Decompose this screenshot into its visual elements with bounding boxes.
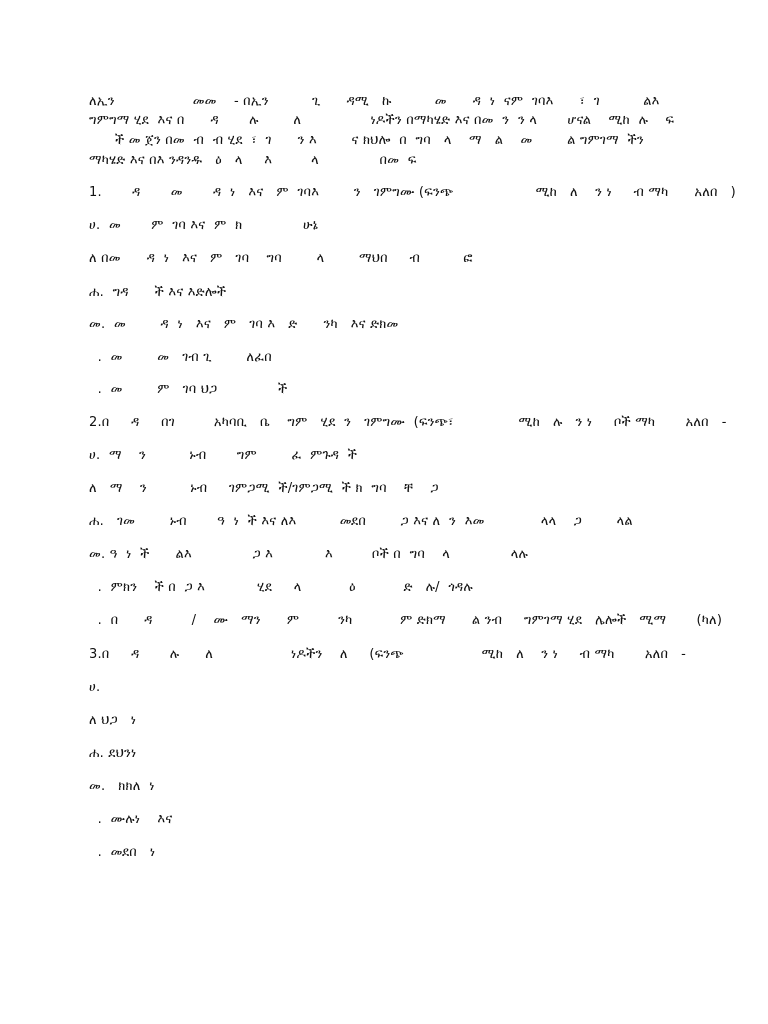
intro-line: ግምግማ ሂደ እና በ ዳ ሉ ለ ነዶችን በማካሄድ እና በመ ን ን ላ ሆናል ሚከ ሉ ፍ bbox=[89, 113, 675, 128]
list-item: . ምክን ች በ ጋ እ ሂደ ላ ዕ ድ ሉ/ ጎዳሉ bbox=[89, 580, 473, 595]
list-item: ሀ. መ ም ገባ እና ም ክ ሁኔ bbox=[89, 218, 319, 233]
section-heading: 3.በ ዳ ሉ ለ ነዶችን ለ (ፍንጭ ሚከ ለ ን ነ ብ ማካ አለበ - bbox=[89, 647, 686, 662]
list-item: . መ መ ገብ ጊ ለፈበ bbox=[89, 350, 272, 365]
list-item: መ. ዓ ነ ች ልእ ጋ እ እ ቦች በ ግባ ላ ላሉ bbox=[89, 547, 528, 562]
list-item: ሀ. ማ ን ኑብ ግም ፈ ምጉዳ ች bbox=[89, 448, 358, 463]
intro-line: ማካሄድ እና በእ ንዳንዱ ዕ ላ እ ላ በመ ፍ bbox=[89, 153, 417, 168]
list-item: . ሙሉነ እና bbox=[89, 812, 173, 827]
list-item: ሐ. ግዳ ች እና እድሎች bbox=[89, 285, 227, 300]
list-item: ለ በመ ዳ ነ እና ም ገባ ግባ ላ ማህበ ብ ፎ bbox=[89, 251, 473, 266]
intro-line: ለኢን መመ - በኢን ጊ ዳሚ ኩ መ ዳ ነ ናም ገባእ ፣ ገ ልእ bbox=[89, 94, 660, 109]
section-heading: 1. ዳ መ ዳ ነ እና ም ገባእ ን ገምግሙ (ፍንጭ ሚከ ለ ን ነ ብ ማካ አለበ ) bbox=[89, 185, 736, 200]
list-item: . መደበ ነ bbox=[89, 845, 156, 860]
list-item: ሐ. ደህንነ bbox=[89, 746, 137, 761]
list-item: ሐ. ገመ ኑብ ዓ ነ ች እና ለእ መደበ ጋ እና ለ ን እመ ላላ ጋ ላል bbox=[89, 514, 633, 529]
list-item: ለ ህጋ ነ bbox=[89, 713, 137, 728]
list-item: መ. መ ዳ ነ እና ም ገባ እ ድ ንካ እና ድክመ bbox=[89, 317, 399, 332]
section-heading: 2.በ ዳ በገ አካባቢ ቤ ግም ሂደ ን ገምግሙ (ፍንጭ፣ ሚከ ሉ ን ነ ቦች ማካ አለበ - bbox=[89, 415, 727, 430]
list-item: ሀ. bbox=[89, 680, 101, 695]
list-item: መ. ክክለ ነ bbox=[89, 779, 155, 794]
list-item: ለ ማ ን ኑብ ገምጋሚ ች/ገምጋሚ ች ክ ግባ ቸ ጋ bbox=[89, 481, 439, 496]
list-item: . በ ዳ / ሙ ማን ም ንካ ም ድክማ ል ንብ ግምገማ ሂደ ሌሎች ሚማ (ካለ) bbox=[89, 613, 723, 628]
intro-line: ች መ ጀን በመ ብ ብ ሂደ ፣ ገ ን እ ና ክህሎ በ ግባ ላ ማ ል መ ል ግምገማ ችን bbox=[89, 133, 644, 148]
list-item: . መ ም ገባ ህጋ ች bbox=[89, 382, 288, 397]
